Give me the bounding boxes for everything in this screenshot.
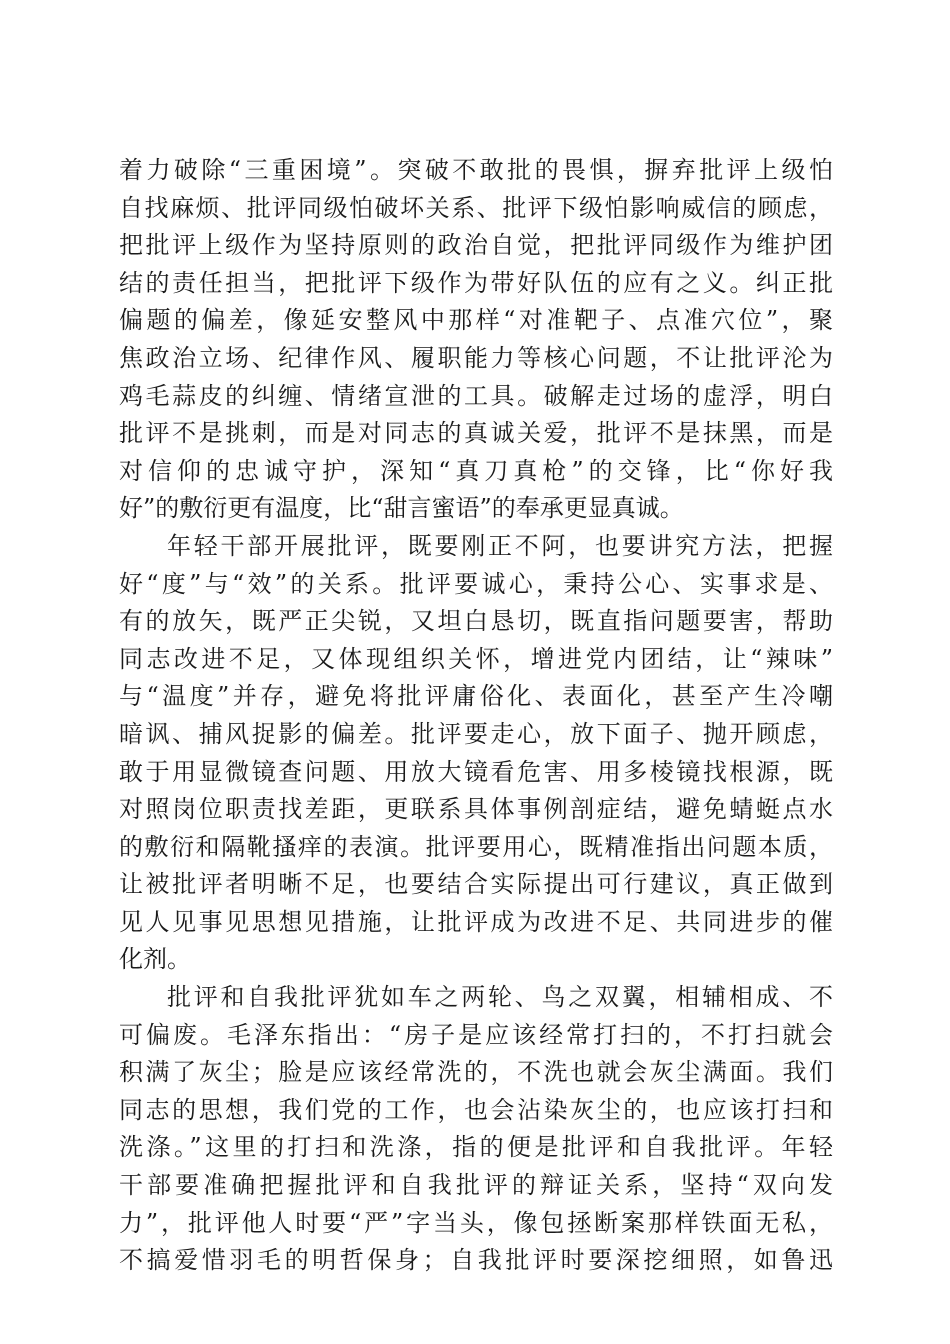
text-line: 积满了灰尘；脸是应该经常洗的，不洗也就会灰尘满面。我们 <box>119 1058 833 1087</box>
text-line: 年轻干部开展批评，既要刚正不阿，也要讲究方法，把握 <box>167 531 833 560</box>
paragraph-1 <box>119 152 833 528</box>
text-line: 洗涤。”这里的打扫和洗涤，指的便是批评和自我批评。年轻 <box>119 1133 833 1162</box>
text-line: 偏题的偏差，像延安整风中那样“对准靶子、点准穴位”，聚 <box>119 306 833 335</box>
text-line: 化剂。 <box>119 945 191 974</box>
text-line: 好“度”与“效”的关系。批评要诚心，秉持公心、实事求是、 <box>119 569 833 598</box>
text-line: 让被批评者明晰不足，也要结合实际提出可行建议，真正做到 <box>119 870 833 899</box>
text-line: 对信仰的忠诚守护，深知“真刀真枪”的交锋，比“你好我 <box>119 456 833 485</box>
text-line: 敢于用显微镜查问题、用放大镜看危害、用多棱镜找根源，既 <box>119 757 833 786</box>
text-line: 同志的思想，我们党的工作，也会沾染灰尘的，也应该打扫和 <box>119 1095 833 1124</box>
text-line: 干部要准确把握批评和自我批评的辩证关系，坚持“双向发 <box>119 1171 833 1200</box>
paragraph-3 <box>119 979 833 1280</box>
text-line: 的敷衍和隔靴搔痒的表演。批评要用心，既精准指出问题本质， <box>119 832 833 861</box>
text-line: 焦政治立场、纪律作风、履职能力等核心问题，不让批评沦为 <box>119 343 833 372</box>
text-line: 自找麻烦、批评同级怕破坏关系、批评下级怕影响威信的顾虑， <box>119 193 833 222</box>
text-line: 力”，批评他人时要“严”字当头，像包拯断案那样铁面无私， <box>119 1208 833 1237</box>
text-line: 见人见事见思想见措施，让批评成为改进不足、共同进步的催 <box>119 907 833 936</box>
document-body <box>119 152 833 1280</box>
text-line: 好”的敷衍更有温度，比“甜言蜜语”的奉承更显真诚。 <box>119 494 684 523</box>
text-line: 结的责任担当，把批评下级作为带好队伍的应有之义。纠正批 <box>119 268 833 297</box>
text-line: 与“温度”并存，避免将批评庸俗化、表面化，甚至产生冷嘲 <box>119 682 833 711</box>
text-line: 批评和自我批评犹如车之两轮、鸟之双翼，相辅相成、不 <box>167 983 833 1012</box>
text-line: 可偏废。毛泽东指出：“房子是应该经常打扫的，不打扫就会 <box>119 1020 833 1049</box>
text-line: 同志改进不足，又体现组织关怀，增进党内团结，让“辣味” <box>119 644 833 673</box>
paragraph-2 <box>119 528 833 979</box>
text-line: 不搞爱惜羽毛的明哲保身；自我批评时要深挖细照，如鲁迅 <box>119 1246 833 1275</box>
text-line: 把批评上级作为坚持原则的政治自觉，把批评同级作为维护团 <box>119 231 833 260</box>
text-line: 有的放矢，既严正尖锐，又坦白恳切，既直指问题要害，帮助 <box>119 607 833 636</box>
text-line: 着力破除“三重困境”。突破不敢批的畏惧，摒弃批评上级怕 <box>119 156 833 184</box>
text-line: 批评不是挑刺，而是对同志的真诚关爱，批评不是抹黑，而是 <box>119 419 833 448</box>
text-line: 鸡毛蒜皮的纠缠、情绪宣泄的工具。破解走过场的虚浮，明白 <box>119 381 833 410</box>
text-line: 对照岗位职责找差距，更联系具体事例剖症结，避免蜻蜓点水 <box>119 795 833 824</box>
text-line: 暗讽、捕风捉影的偏差。批评要走心，放下面子、抛开顾虑， <box>119 719 833 748</box>
